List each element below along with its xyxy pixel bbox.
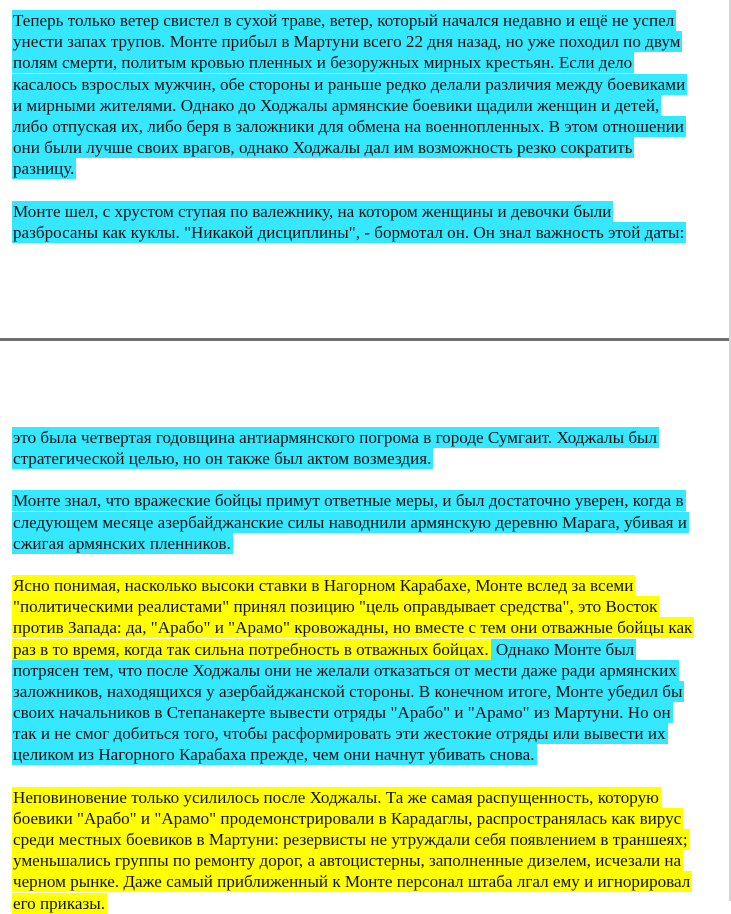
text-line: "политическими реалистами" принял позицию "цель оправдывает средства", это Восток xyxy=(13,597,658,617)
page2-text xyxy=(12,427,724,914)
text-line: уменьшались группы по ремонту дорог, а автоцистерны, заполненные дизелем, исчезали на xyxy=(13,851,682,871)
text-line: целиком из Нагорного Карабаха прежде, чем они начнут убивать снова. xyxy=(13,745,535,765)
text-line: Неповиновение только усилилось после Ходжалы. Та же самая распущенность, которую xyxy=(13,787,659,807)
text-line: Ясно понимая, насколько высоки ставки в Нагорном Карабахе, Монте вслед за всеми xyxy=(13,575,634,595)
text-line: Однако Монте был xyxy=(491,639,635,659)
text-line: заложников, находящихся у азербайджанской стороны. В конечном итоге, Монте убедил бы xyxy=(13,681,683,701)
text-line: унести запах трупов. Монте прибыл в Мартуни всего 22 дня назад, но уже походил по двум xyxy=(13,32,681,52)
text-line: Монте знал, что вражеские бойцы примут ответные меры, и был достаточно уверен, когда в xyxy=(13,491,684,511)
text-line: сжигая армянских пленников. xyxy=(13,533,231,553)
text-line: и мирными жителями. Однако до Ходжалы армянские боевики щадили женщин и детей, xyxy=(13,95,660,115)
text-line: касалось взрослых мужчин, обе стороны и раньше редко делали различия между боевиками xyxy=(13,74,686,94)
text-line: стратегической целью, но он также был актом возмездия. xyxy=(13,449,432,469)
text-line: Теперь только ветер свистел в сухой траве, ветер, который начался недавно и ещё не успел xyxy=(13,11,675,30)
text-line: Монте шел, с хрустом ступая по валежнику, на котором женщины и девочки были xyxy=(13,201,612,221)
text-line: они были лучше своих врагов, однако Ходжалы дал им возможность резко сократить xyxy=(13,138,633,158)
text-line: потрясен тем, что после Ходжалы они не желали отказаться от мести даже ради армянских xyxy=(13,660,677,680)
page1-text xyxy=(12,10,724,243)
text-line: черном рынке. Даже самый приближенный к Монте персонал штаба лгал ему и игнорировал xyxy=(13,872,691,892)
text-line: либо отпуская их, либо беря в заложники для обмена на военнопленных. В этом отношении xyxy=(13,116,684,136)
text-line: следующем месяце азербайджанские силы наводнили армянскую деревню Марага, убивая и xyxy=(13,512,687,532)
text-line: разницу. xyxy=(13,159,75,179)
text-line: против Запада: да, "Арабо" и "Арамо" кровожадны, но вместе с тем они отважные бойцы как xyxy=(13,618,693,638)
text-line: своих начальников в Степанакерте вывести отряды "Арабо" и "Арамо" из Мартуни. Но он xyxy=(13,703,671,723)
text-line: боевики "Арабо" и "Арамо" продемонстрировали в Карадаглы, распространялась как вирус xyxy=(13,808,682,828)
text-line: раз в то время, когда так сильна потребность в отважных бойцах. xyxy=(13,639,489,659)
text-line: его приказы. xyxy=(13,893,105,913)
text-line: разбросаны как куклы. "Никакой дисциплины", - бормотал он. Он знал важность этой даты: xyxy=(13,222,685,242)
text-line: среди местных боевиков в Мартуни: резервисты не утруждали себя появлением в траншеях; xyxy=(13,830,688,849)
text-line: полям смерти, политым кровью пленных и безоружных мирных крестьян. Если дело xyxy=(13,53,633,73)
text-line: так и не смог добиться того, чтобы расформировать эти жестокие отряды или вывести их xyxy=(13,724,666,744)
text-line: это была четвертая годовщина антиармянского погрома в городе Сумгаит. Ходжалы был xyxy=(13,428,658,447)
